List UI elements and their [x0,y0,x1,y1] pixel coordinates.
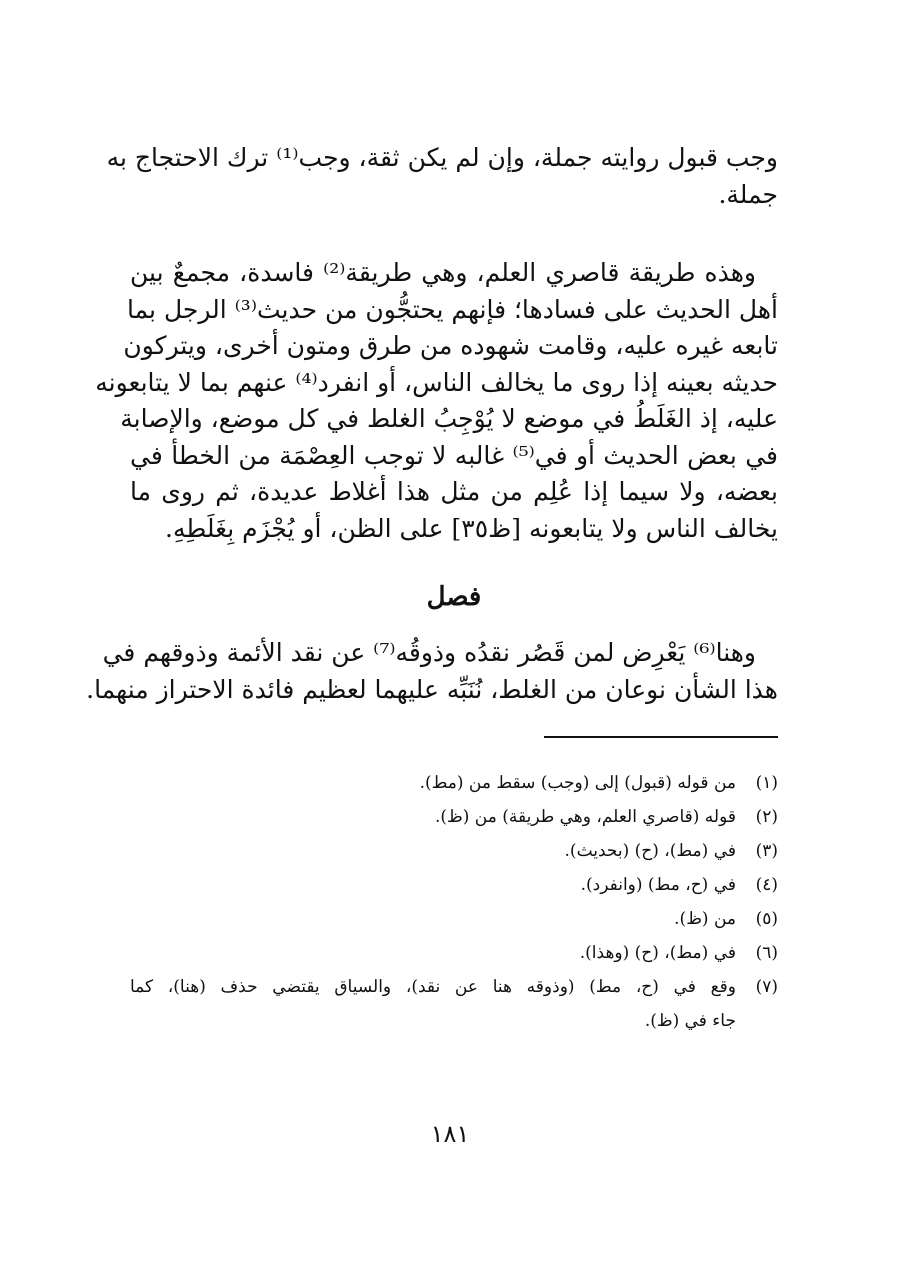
paragraph-line: هذا الشأن نوعان من الغلط، نُنَبِّه عليهما لعظيم فائدة الاحتراز منهما. [86,674,778,704]
section-heading: فصل [426,582,482,612]
footnote-line: من (ظ). [674,909,736,929]
footnote-item [130,970,778,1038]
page-number: ١٨١ [430,1120,470,1148]
footnote-text [130,936,736,970]
footnote-rule [544,736,778,738]
footnotes [130,766,778,1038]
footnote-number: (٧) [755,977,778,997]
footnote-number: (٥) [755,909,778,929]
footnote-text [130,868,736,902]
paragraph-line: جملة. [718,179,778,209]
paragraph-line: تابعه غيره عليه، وقامت شهوده من طرق ومتون أخرى، ويتركون [123,331,778,360]
paragraph-line: في بعض الحديث أو في⁽⁵⁾ غالبه لا توجب العِصْمَة من الخطأ في [130,440,778,470]
footnote-number: (٢) [755,807,778,827]
footnote-line: قوله (قاصري العلم، وهي طريقة) من (ظ). [435,807,736,827]
footnote-line: جاء في (ظ). [644,1011,736,1031]
footnote-text [130,902,736,936]
footnote-line: في (ح، مط) (وانفرد). [580,875,736,895]
paragraph-3 [86,635,778,708]
footnote-number: (٦) [755,943,778,963]
footnote-text [130,766,736,800]
footnote-line: من قوله (قبول) إلى (وجب) سقط من (مط). [419,773,736,793]
footnote-number: (٤) [755,875,778,895]
paragraph-line: وهنا⁽⁶⁾ يَعْرِض لمن قَصُر نقدُه وذوقُه⁽⁷⁾ عن نقد الأئمة وذوقهم في [102,638,756,667]
footnote-text [130,800,736,834]
paragraph-1 [106,140,778,213]
paragraph-line: يخالف الناس ولا يتابعونه [ظ٣٥] على الظن، أو يُجْزَم بِغَلَطِهِ. [165,513,778,543]
footnote-line: وقع في (ح، مط) (وذوقه هنا عن نقد)، والسياق يقتضي حذف (هنا)، كما [130,977,736,997]
paragraph-line: حديثه بعينه إذا روى ما يخالف الناس، أو انفرد⁽⁴⁾ عنهم بما لا يتابعونه [95,367,778,397]
footnote-line: في (مط)، (ح) (وهذا). [579,943,736,963]
footnote-item [130,868,778,902]
paragraph-line: وجب قبول روايته جملة، وإن لم يكن ثقة، وجب⁽¹⁾ ترك الاحتجاج به [106,143,778,172]
footnote-item [130,800,778,834]
footnote-line: في (مط)، (ح) (بحديث). [564,841,736,861]
paragraph-line: أهل الحديث على فسادها؛ فإنهم يحتجُّون من حديث⁽³⁾ الرجل بما [126,294,778,324]
footnote-text [130,970,736,1038]
paragraph-line: بعضه، ولا سيما إذا عُلِم من مثل هذا أغلاط عديدة، ثم روى ما [130,477,778,506]
footnote-number: (١) [755,773,778,793]
page-body [86,140,778,1038]
footnote-separator [130,708,778,748]
footnote-text [130,834,736,868]
footnote-number: (٣) [755,841,778,861]
footnote-item [130,936,778,970]
paragraph-line: عليه، إذ الغَلَطُ في موضع لا يُوْجِبُ الغلط في كل موضع، والإصابة [120,404,778,433]
footnote-item [130,834,778,868]
paragraph-line: وهذه طريقة قاصري العلم، وهي طريقة⁽²⁾ فاسدة، مجمعٌ بين [130,258,756,287]
footnote-item [130,766,778,800]
paragraph-2 [95,255,778,547]
footnote-item [130,902,778,936]
